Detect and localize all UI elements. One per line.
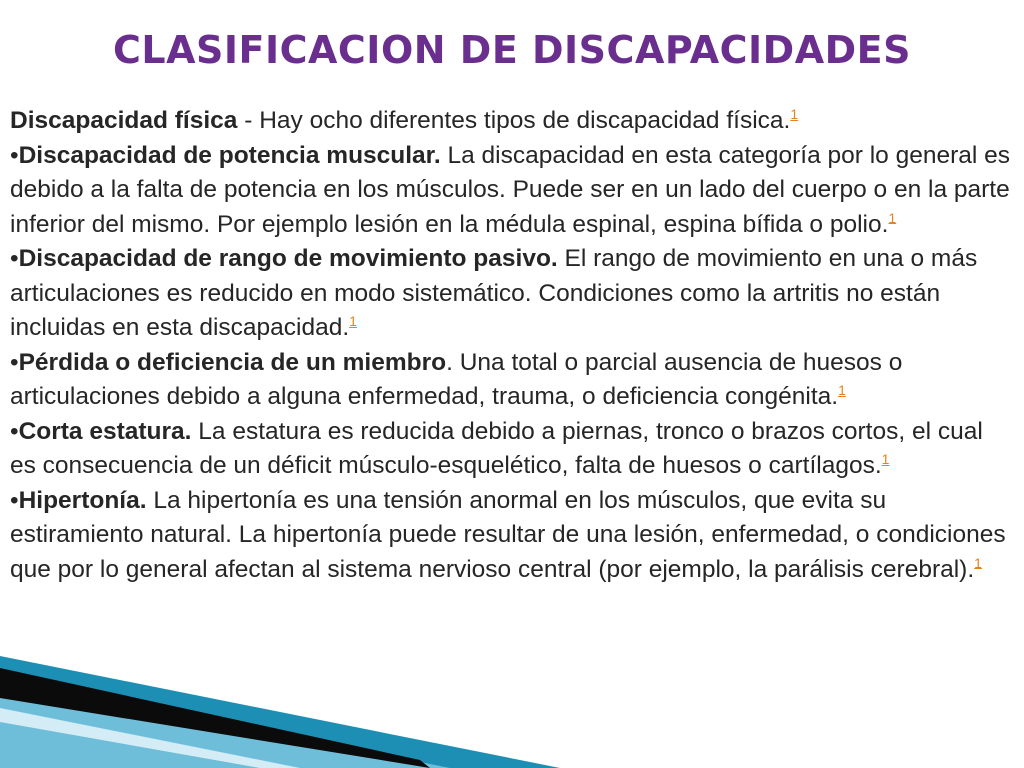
item-heading: Corta estatura. — [18, 417, 192, 445]
item-heading: Discapacidad de potencia muscular. — [18, 141, 441, 169]
intro-paragraph — [10, 104, 1010, 139]
slide-title: CLASIFICACION DE DISCAPACIDADES — [113, 28, 911, 72]
footnote-link[interactable]: 1 — [838, 381, 846, 398]
footnote-link[interactable]: 1 — [790, 105, 799, 122]
item-heading: Pérdida o deficiencia de un miembro — [18, 348, 447, 376]
dark-swoosh-band — [0, 668, 430, 768]
list-item — [10, 242, 1010, 346]
item-heading: Discapacidad de rango de movimiento pasivo. — [18, 245, 558, 272]
bullet-marker: • — [10, 486, 19, 514]
list-item — [10, 484, 1010, 588]
light-teal-swoosh-band — [0, 678, 450, 768]
item-text: El rango de movimiento en una o más articulaciones es reducido en modo sistemático. Condiciones como la artritis no están incluidas en esta discapacidad. — [10, 245, 978, 341]
footnote-link[interactable]: 1 — [974, 554, 982, 571]
footnote-link[interactable]: 1 — [881, 450, 890, 467]
footnote-link[interactable]: 1 — [349, 312, 357, 329]
intro-text: - Hay ocho diferentes tipos de discapacidad física. — [237, 107, 791, 134]
bullet-marker: • — [10, 417, 19, 445]
list-item — [10, 415, 1010, 484]
decorative-corner-swoosh — [0, 638, 560, 768]
white-swoosh-highlight — [0, 708, 300, 768]
item-heading: Hipertonía. — [18, 486, 147, 514]
footnote-link[interactable]: 1 — [888, 209, 897, 226]
item-text: La discapacidad en esta categoría por lo general es debido a la falta de potencia en los músculos. Puede ser en un lado del cuerpo o en la parte inferior del mismo. Por ejemplo lesión en la médula espinal, espina bífida o polio. — [10, 141, 1011, 238]
item-text: . Una total o parcial ausencia de huesos o articulaciones debido a alguna enfermedad, trauma, o deficiencia congénita. — [10, 348, 903, 410]
item-text: La hipertonía es una tensión anormal en los músculos, que evita su estiramiento natural. La hipertonía puede resultar de una lesión, enfermedad, o condiciones que por lo general afectan al sistema nervioso central (por ejemplo, la parálisis cerebral). — [10, 486, 1006, 583]
bullet-marker: • — [10, 348, 19, 376]
slide-body — [10, 104, 1010, 587]
bullet-marker: • — [10, 141, 19, 169]
teal-swoosh-band — [0, 656, 560, 768]
intro-heading: Discapacidad física — [10, 107, 238, 134]
list-item — [10, 139, 1010, 243]
list-item — [10, 346, 1010, 415]
bullet-marker: • — [10, 245, 19, 272]
item-text: La estatura es reducida debido a piernas, tronco o brazos cortos, el cual es consecuencia de un déficit músculo-esquelético, falta de huesos o cartílagos. — [10, 417, 983, 479]
